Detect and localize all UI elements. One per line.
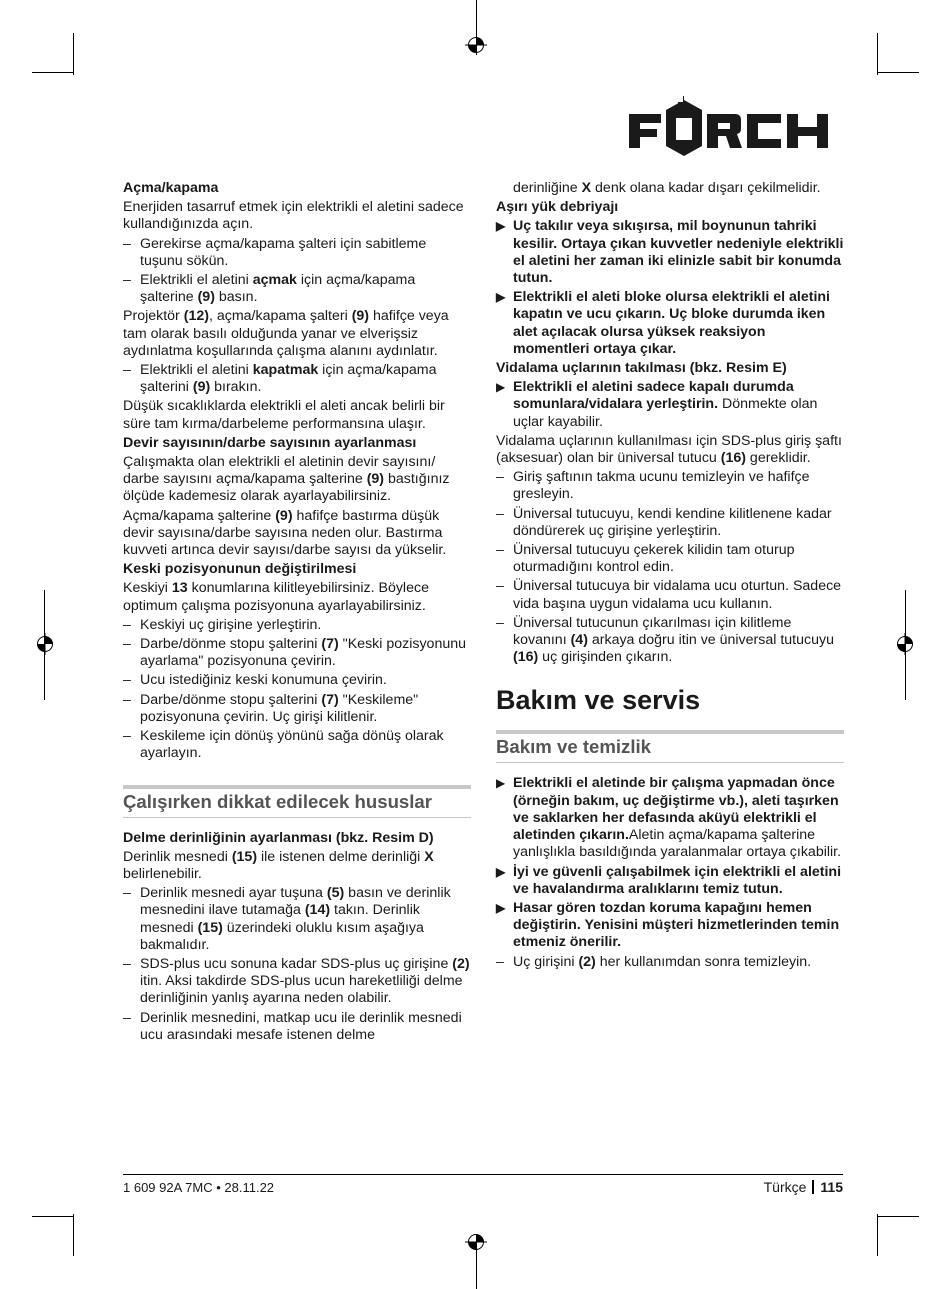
page-number: 115 [820, 1179, 843, 1195]
dash-item: – Uç girişini (2) her kullanımdan sonra temizleyin. [496, 954, 844, 971]
section-heading: Devir sayısının/darbe sayısının ayarlanması [123, 434, 417, 451]
dash-item: – Keskiyi uç girişine yerleştirin. [123, 617, 471, 634]
warning-item: ▶ Uç takılır veya sıkışırsa, mil boynunun tahriki kesilir. Ortaya çıkan kuvvetler nedeniyle elektrikli el aletini her zaman iki elinizle sabit bir konumda tutun. [496, 218, 844, 287]
arrow-icon: ▶ [496, 776, 506, 791]
crop-mark [877, 1214, 878, 1256]
forch-logo [627, 96, 843, 162]
section-heading: Aşırı yük debriyajı [496, 199, 619, 216]
language-label: Türkçe [763, 1179, 807, 1195]
paragraph: Derinlik mesnedi (15) ile istenen delme derinliği X belirlenebilir. [123, 848, 434, 882]
footer-separator [812, 1180, 814, 1194]
document-id: 1 609 92A 7MC • 28.11.22 [123, 1180, 275, 1195]
dash-item: – Üniversal tutucuyu, kendi kendine kilitlenene kadar döndürerek uç girişine yerleştirin. [496, 506, 844, 540]
crop-mark [32, 1216, 74, 1217]
dash-item: – Derinlik mesnedini, matkap ucu ile derinlik mesnedi ucu arasındaki mesafe istenen delme [123, 1010, 471, 1044]
paragraph: Çalışmakta olan elektrikli el aletinin devir sayısını/ darbe sayısını açma/kapama şalterine (9) bastığınız ölçüde kademesiz olarak ayarlayabilirsiniz. [123, 454, 450, 505]
section-heading: Delme derinliğinin ayarlanması (bkz. Resim D) [123, 829, 434, 846]
crop-mark [73, 1214, 74, 1256]
right-column [496, 180, 844, 973]
dash-item: – Elektrikli el aletini kapatmak için açma/kapama şalterini (9) bırakın. [123, 362, 471, 396]
dash-item: – Üniversal tutucuyu çekerek kilidin tam oturup oturmadığını kontrol edin. [496, 542, 844, 576]
warning-item: ▶ Elektrikli el aletini sadece kapalı durumda somunlara/vidalara yerleştirin. Dönmekte olan uçlar kayabilir. [496, 379, 818, 430]
warning-item: ▶ Elektrikli el aletinde bir çalışma yapmadan önce (örneğin bakım, uç değiştirme vb.), aleti taşırken ve saklarken her defasında aküyü elektrikli el aletinden çıkarın.Aletin açma/kapama şalterine yanlışlıkla basıldığında yaralanmalar ortaya çıkabilir. [496, 775, 842, 861]
arrow-icon: ▶ [496, 290, 506, 305]
section-heading: Vidalama uçlarının takılması (bkz. Resim E) [496, 360, 787, 377]
paragraph: Projektör (12), açma/kapama şalteri (9) hafifçe veya tam olarak basılı olduğunda yanar ve elverişsiz aydınlatma koşullarında çalışma alanını aydınlatır. [123, 308, 449, 359]
dash-item: – SDS-plus ucu sonuna kadar SDS-plus uç girişine (2) itin. Aksi takdirde SDS-plus ucun hareketliliği delme derinliğinin yanlış ayarına neden olabilir. [123, 956, 471, 1008]
dash-item: – Üniversal tutucunun çıkarılması için kilitleme kovanını (4) arkaya doğru itin ve üniversal tutucuyu (16) uç girişinden çıkarın. [496, 615, 844, 667]
left-column [123, 180, 471, 1046]
footer-divider [123, 1174, 843, 1175]
registration-mark-icon [34, 633, 56, 655]
dash-item: – Derinlik mesnedi ayar tuşuna (5) basın ve derinlik mesnedini ilave tutamağa (14) takın. Derinlik mesnedi (15) üzerindeki oluklu kısım aşağıya bakmalıdır. [123, 885, 471, 954]
arrow-icon: ▶ [496, 219, 506, 234]
dash-item: – Ucu istediğiniz keski konumuna çevirin. [123, 672, 471, 689]
page-footer [764, 1179, 843, 1195]
crop-mark [32, 72, 74, 73]
paragraph: Vidalama uçlarının kullanılması için SDS-plus giriş şaftı (aksesuar) olan bir üniversal tutucu (16) gereklidir. [496, 432, 842, 467]
paragraph: Keskiyi 13 konumlarına kilitleyebilirsiniz. Böylece optimum çalışma pozisyonuna ayarlayabilirsiniz. [123, 580, 429, 614]
crop-mark [877, 1216, 919, 1217]
section-heading: Açma/kapama [123, 180, 219, 196]
paragraph: derinliğine X denk olana kadar dışarı çekilmelidir. [513, 180, 821, 196]
paragraph: Açma/kapama şalterine (9) hafifçe bastırma düşük devir sayısına/darbe sayısına neden olur. Bastırma kuvveti artınca devir sayısı/darbe sayısı da yükselir. [123, 507, 447, 559]
registration-mark-icon [894, 633, 916, 655]
registration-mark-icon [465, 1231, 487, 1253]
subsection-heading: Bakım ve temizlik [496, 730, 844, 763]
crop-mark [877, 33, 878, 75]
subsection-heading: Çalışırken dikkat edilecek hususlar [123, 785, 471, 818]
paragraph: Düşük sıcaklıklarda elektrikli el aleti ancak belirli bir süre tam kırma/darbeleme performansına ulaşır. [123, 398, 445, 432]
paragraph: Enerjiden tasarruf etmek için elektrikli el aletini sadece kullandığınızda açın. [123, 199, 464, 233]
arrow-icon: ▶ [496, 380, 506, 395]
dash-item: – Giriş şaftının takma ucunu temizleyin ve hafifçe gresleyin. [496, 469, 844, 503]
warning-item: ▶ Hasar gören tozdan koruma kapağını hemen değiştirin. Yenisini müşteri hizmetlerinden temin etmeniz önerilir. [496, 899, 840, 951]
warning-item: ▶ İyi ve güvenli çalışabilmek için elektrikli el aletini ve havalandırma aralıklarını temiz tutun. [496, 863, 842, 897]
section-heading: Keski pozisyonunun değiştirilmesi [123, 561, 357, 578]
dash-item: – Keskileme için dönüş yönünü sağa dönüş olarak ayarlayın. [123, 728, 471, 762]
crop-mark [73, 33, 74, 75]
arrow-icon: ▶ [496, 900, 506, 915]
chapter-title: Bakım ve servis [496, 685, 701, 716]
crop-mark [877, 72, 919, 73]
dash-item: – Darbe/dönme stopu şalterini (7) "Keski pozisyonunu ayarlama" pozisyonuna çevirin. [123, 636, 471, 670]
dash-item: – Darbe/dönme stopu şalterini (7) "Keskileme" pozisyonuna çevirin. Uç girişi kilitlenir. [123, 692, 471, 726]
dash-item: – Gerekirse açma/kapama şalteri için sabitleme tuşunu sökün. [123, 236, 471, 270]
arrow-icon: ▶ [496, 864, 506, 879]
warning-item: ▶ Elektrikli el aleti bloke olursa elektrikli el aletini kapatın ve ucu çıkarın. Uç bloke durumda iken alet açılacak olursa yüksek reaksiyon momentleri ortaya çıkar. [496, 289, 830, 357]
dash-item: – Üniversal tutucuya bir vidalama ucu oturtun. Sadece vida başına uygun vidalama ucu kullanın. [496, 578, 844, 612]
registration-mark-icon [465, 34, 487, 56]
dash-item: – Elektrikli el aletini açmak için açma/kapama şalterine (9) basın. [123, 272, 471, 306]
